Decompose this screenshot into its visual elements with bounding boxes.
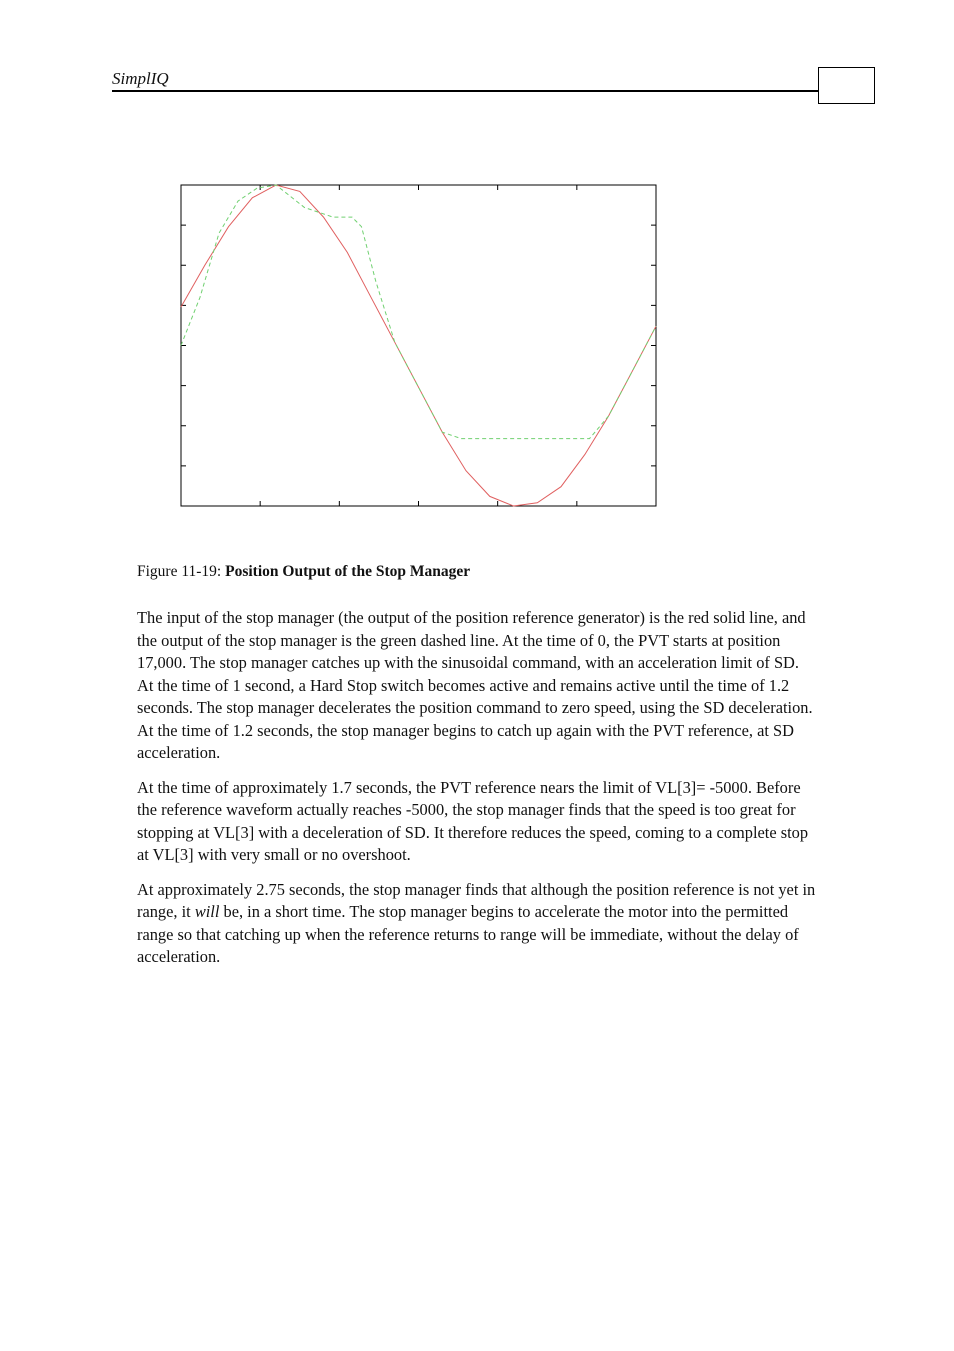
paragraph-3 (137, 879, 817, 969)
position-output-chart (180, 184, 658, 509)
running-header (112, 67, 875, 104)
series-line-stop-manager-output (181, 185, 656, 439)
page-number-box (818, 67, 875, 104)
paragraph-3-emphasis: will (194, 902, 220, 921)
paragraph-2: At the time of approximately 1.7 seconds, the PVT reference nears the limit of VL[3]= -5000. Before the reference waveform actually reaches -5000, the stop manager finds that the speed is too great for stopping at VL[3] with a deceleration of SD. It therefore reduces the speed, coming to a complete stop at VL[3] with very small or no overshoot. (137, 777, 809, 864)
series-line-position-reference (181, 185, 656, 506)
paragraph-3-part-a: At approximately 2.75 seconds, the stop manager finds that although the position reference is not yet in range, it (137, 879, 816, 921)
header-rule (112, 90, 819, 92)
figure-caption (137, 563, 470, 581)
paragraph-3-part-b: be, in a short time. The stop manager begins to accelerate the motor into the permitted range so that catching up when the reference returns to range will be immediate, without the delay of acceleration. (137, 902, 799, 966)
body-text (137, 607, 817, 981)
caption-prefix: Figure 11-19: (137, 563, 226, 580)
caption-title: Position Output of the Stop Manager (225, 563, 471, 580)
header-title: SimplIQ (112, 69, 169, 88)
plot-frame (181, 185, 656, 506)
chart-svg (180, 184, 658, 509)
paragraph-1: The input of the stop manager (the output of the position reference generator) is the red solid line, and the output of the stop manager is the green dashed line. At the time of 0, the PVT starts at position 17,000. The stop manager catches up with the sinusoidal command, with an acceleration limit of SD. At the time of 1 second, a Hard Stop switch becomes active and remains active until the time of 1.2 seconds. The stop manager decelerates the position command to zero speed, using the SD deceleration. At the time of 1.2 seconds, the stop manager begins to catch up again with the PVT reference, at SD acceleration. (137, 608, 813, 762)
